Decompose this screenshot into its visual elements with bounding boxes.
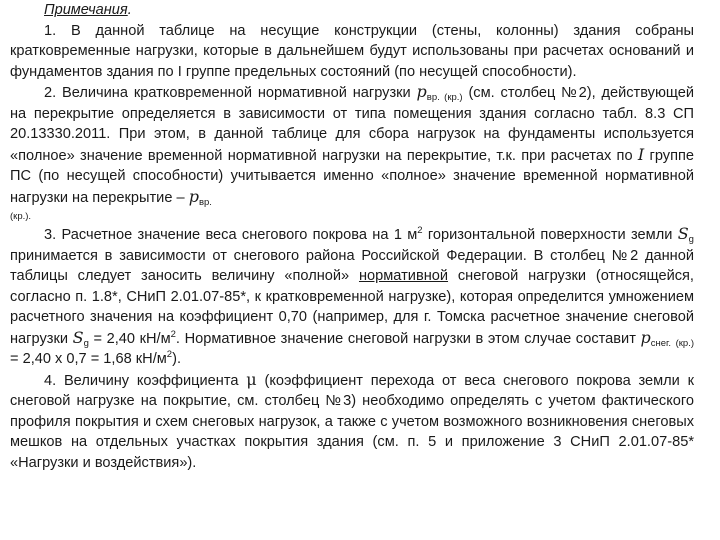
group-roman-numeral: I: [637, 144, 645, 164]
note-3-text-b: горизонтальной поверхности земли: [427, 227, 673, 243]
snow-load-symbol-p: p: [640, 327, 651, 347]
note-3-text-h: ).: [172, 351, 181, 367]
note-3-underlined: нормативной: [358, 268, 449, 284]
note-3-text-d: снеговой нагрузки (относящейся, согласно п. 1.8*, СНиП 2.01.07-85*, к кратковременной нагрузке), которая определится умножением расчетного значения на коэффициент 0,70 (например, для г. Томска расчетное значение снеговой нагрузки: [10, 268, 694, 347]
note-2-text-a: Величина кратковременной нормативной нагрузки: [62, 85, 411, 101]
note-2-tail: (кр.).: [10, 211, 32, 222]
note-4-text-a: Величину коэффициента: [63, 372, 239, 389]
mu-symbol: μ: [246, 369, 257, 389]
notes-title-suffix: .: [127, 2, 132, 18]
load-symbol-subscript: вр. (кр.): [426, 92, 463, 103]
load-symbol-p: p: [416, 82, 427, 101]
snow-symbol-s: S: [677, 224, 689, 243]
snow-symbol-s-2: S: [72, 327, 84, 347]
snow-load-subscript: снег.: [650, 337, 671, 349]
notes-title: [10, 0, 694, 21]
note-3-text-f: . Нормативное значение снеговой нагрузки в этом случае составит: [175, 330, 636, 347]
note-1: [10, 21, 694, 83]
notes-document: [10, 0, 694, 540]
note-2: [10, 82, 694, 208]
snow-symbol-subscript-2: g: [83, 337, 89, 349]
note-2-text-b: (см. столбец №2), действующей на перекрытие определяется в зависимости от типа помещения здания согласно табл. 8.3 СП 20.13330.2011. При этом, в данной таблице для сбора нагрузок на фундаменты используется «полное» значение временной нормативной нагрузки на перекрытие, т.к. при расчетах по: [10, 85, 694, 164]
note-3-text-g: = 2,40 х 0,7 = 1,68 кН/м: [10, 351, 167, 367]
note-3-sup-3: 2: [166, 349, 173, 360]
notes-title-text: Примечания: [44, 2, 128, 18]
note-4-text-b: (коэффициент перехода от веса снегового покрова земли к снеговой нагрузке на покрытие, см. столбец №3) необходимо определять с учетом фактического профиля покрытия и схем снеговых нагрузок, а также с учетом возможного возникновения снеговых мешков на отдельных участках покрытия здания (см. п. 5 и приложение 3 СНиП 2.01.07-85* «Нагрузки и воздействия»).: [10, 372, 694, 471]
note-2-text-c: группе ПС (по несущей способности) учитывается именно «полное» значение временной нормативной нагрузки на перекрытие –: [10, 147, 694, 206]
note-1-text: В данной таблице на несущие конструкции (стены, колонны) здания собраны кратковременные нагрузки, которые в дальнейшем будут использованы при расчетах оснований и фундаментов здания по I группе предельных состояний (по несущей способности).: [10, 22, 694, 80]
note-3-text-c: принимается в зависимости от снегового района Российской Федерации. В столбец №2 данной таблицы следует заносить величину «полной»: [10, 247, 694, 284]
note-3-sup-2: 2: [170, 328, 176, 340]
note-4-number: 4.: [44, 372, 57, 389]
note-3-text-e: = 2,40 кН/м: [93, 330, 171, 347]
snow-symbol-subscript: g: [688, 234, 694, 245]
note-3-number: 3.: [44, 227, 57, 243]
note-3-sup-1: 2: [417, 225, 423, 236]
snow-load-subscript-kr: (кр.): [675, 337, 694, 349]
note-4: [10, 370, 694, 474]
load-symbol-subscript-2: вр.: [198, 196, 212, 208]
note-1-number: 1.: [44, 22, 57, 39]
note-3-text-a: Расчетное значение веса снегового покрова на 1 м: [61, 227, 418, 243]
note-2-number: 2.: [44, 85, 57, 101]
note-3: [10, 224, 694, 370]
load-symbol-p-2: p: [188, 186, 199, 206]
